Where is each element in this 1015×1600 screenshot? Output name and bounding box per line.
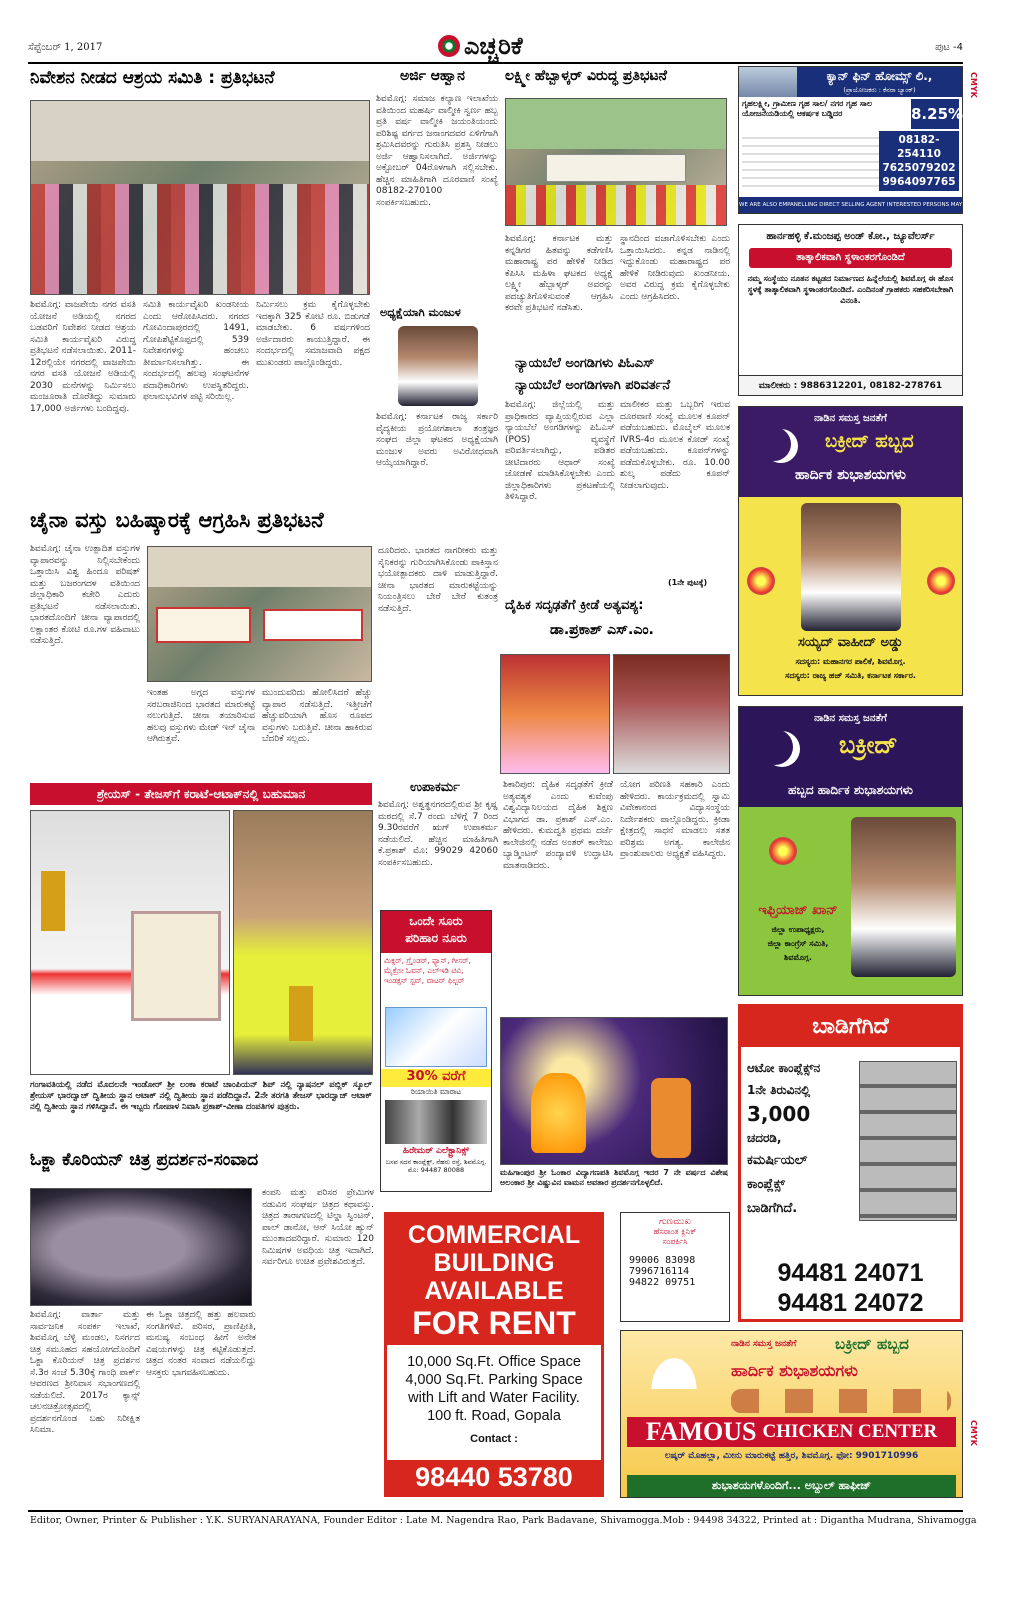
- bakrid2-title: ಬಕ್ರೀದ್: [839, 731, 898, 759]
- commercial-detail-4: 100 ft. Road, Gopala: [427, 1408, 561, 1424]
- okja-text-col1: ಶಿವಮೊಗ್ಗ: ವಾರ್ತಾ ಮತ್ತು ಸಾರ್ವಜನಿಕ ಸಂಪರ್ಕ ಇಲಾಖೆ, ಶಿವಮೊಗ್ಗ ಬೆಳ್ಳಿ ಮಂಡಲ, ನಿಸರ್ಗದ ಚಿತ್ರ ಸಮೂಹದ ಸಹಯೋಗದೊಂದಿಗೆ ಓಕ್ಜಾ ಕೊರಿಯನ್ ಚಿತ್ರ ಪ್ರದರ್ಶನ ಸೆ.3ರ ಸಂಜೆ 5.30ಕ್ಕೆ ಗಾಂಧಿ ಪಾರ್ಕ್ ಆವರಣದ ಶ್ರೀನಿವಾಸ ಸಭಾಂಗಣದಲ್ಲಿ ನಡೆಯಲಿದೆ. 2017ರ ಕ್ಯಾನ್ಸ್ ಚಲನಚಿತ್ರೋತ್ಸವದಲ್ಲಿ ಪ್ರದರ್ಶನಗೊಂಡ ಬಹು ನಿರೀಕ್ಷಿತ ಸಿನಿಮಾ.: [30, 1310, 140, 1435]
- photo-badige-building: [859, 1061, 957, 1221]
- ashraya-text-col2: ಸಮಿತಿ ಕಾರ್ಯವೈಖರಿ ಖಂಡನೀಯ ಎಂದು ಆರೋಪಿಸಿದರು. ನಗರದ ಗೋವಿಂದಾಪುರದಲ್ಲಿ 1491, ಗೋಪಿಶೆಟ್ಟಿಕೊಪ್ಪದಲ್ಲಿ 539 ನಿವೇಶನಗಳನ್ನು ಹಂಚಲು ತೀರ್ಮಾನಿಸಲಾಗಿತ್ತು. ಈ ಸಂದರ್ಭದಲ್ಲಿ ಹಲವು ಸಂಘಟನೆಗಳ ಪದಾಧಿಕಾರಿಗಳು ಉಪಸ್ಥಿತರಿದ್ದರು. ಫಲಾನುಭವಿಗಳ ಪಟ್ಟಿ ಸರಿಯಿಲ್ಲ.: [143, 300, 249, 402]
- onde-sooru-offer: 30% ವರೆಗೆ: [381, 1069, 491, 1087]
- nyayabele-continued-tag: (1ನೇ ಪುಟಕ್ಕೆ): [668, 578, 708, 587]
- adhyaksha-text: ಶಿವಮೊಗ್ಗ: ಕರ್ನಾಟಕ ರಾಜ್ಯ ಸರ್ಕಾರಿ ವೈದ್ಯಕೀಯ ಪ್ರಯೋಗಶಾಲಾ ತಂತ್ರಜ್ಞರ ಸಂಘದ ಜಿಲ್ಲಾ ಘಟಕದ ಅಧ್ಯಕ್ಷೆಯಾಗಿ ಮಂಜುಳ ಅವರು ಅವಿರೋಧವಾಗಿ ಆಯ್ಕೆಯಾಗಿದ್ದಾರೆ.: [376, 412, 498, 468]
- badige-phone-1: 94481 24071: [777, 1259, 924, 1287]
- small-ad-phone3: 94822 09751: [629, 1277, 696, 1288]
- karate-caption: ಗಂಗಾವತಿಯಲ್ಲಿ ನಡೆದ ಮೊದಲನೇ ಇಂಡೋರ್ ಶ್ರೀ ಲಂಕಾ ಕರಾಟೆ ಚಾಂಪಿಯನ್ ಶಿಪ್ ನಲ್ಲಿ ನ್ಯಾಷನಲ್ ಪಬ್ಲಿಕ್ ಸ್ಕೂಲ್ ಶ್ರೇಯಸ್ ಭಾರದ್ವಾಜ್ ದ್ವಿತೀಯ ಸ್ಥಾನ ಆಟಾಕ್ ನಲ್ಲಿ ದ್ವಿತೀಯ ಸ್ಥಾನ ಪಡೆದಿದ್ದಾನೆ. 2ನೇ ತರಗತಿ ತೇಜಸ್ ಭಾರದ್ವಾಜ್ ಆಟಾಕ್ ನಲ್ಲಿ ದ್ವಿತೀಯ ಸ್ಥಾನ ಗಳಿಸಿದ್ದಾನೆ. ಈ ಇಬ್ಬರು ಗೋಪಾಳ ನಿವಾಸಿ ಪ್ರಕಾಶ್-ವೀಣಾ ದಂಪತಿಗಳ ಪುತ್ರರು.: [30, 1080, 372, 1112]
- onde-sooru-offer-sub: ರಿಯಾಯಿತಿ ಮಾರಾಟ: [410, 1087, 462, 1096]
- small-ad-line1: ಗುಣಮುಖ: [658, 1217, 692, 1227]
- canfin-rate: 8.25%: [911, 99, 959, 129]
- lakshmi-text-col1: ಶಿವಮೊಗ್ಗ: ಕರ್ನಾಟಕ ಮತ್ತು ಕನ್ನಡಿಗರ ಹಿತವನ್ನು ಕಡೆಗಣಿಸಿ ಮಹಾರಾಷ್ಟ್ರ ಪರ ಹೇಳಿಕೆ ನೀಡಿದ ಕೆಪಿಸಿಸಿ ಮಹಿಳಾ ಘಟಕದ ಅಧ್ಯಕ್ಷೆ ಲಕ್ಷ್ಮೀ ಹೆಬ್ಬಾಳ್ಕರ್ ಅವರನ್ನು ಪದಚ್ಯುತಿಗೊಳಿಸುವಂತೆ ಆಗ್ರಹಿಸಿ ಕರವೇ ಪ್ರತಿಭಟನೆ ನಡೆಸಿತು.: [505, 234, 613, 313]
- karate-banner: [30, 783, 372, 805]
- nyayabele-text-col1: ಶಿವಮೊಗ್ಗ: ಜಿಲ್ಲೆಯಲ್ಲಿ ಮತ್ತು ಪ್ರಾಧಿಕಾರದ ವ್ಯಾಪ್ತಿಯಲ್ಲಿರುವ ಎಲ್ಲಾ ನ್ಯಾಯಬೆಲೆ ಅಂಗಡಿಗಳನ್ನು ಪಿಓಎಸ್ (POS) ವ್ಯವಸ್ಥೆಗೆ ಪರಿವರ್ತಿಸಲಾಗಿದ್ದು, ಪಡಿತರ ಚೀಟಿದಾರರು ಆಧಾರ್ ಸಂಖ್ಯೆ ಜೋಡಣೆ ಮಾಡಿಸಿಕೊಳ್ಳಬೇಕು ಎಂದು ಜಿಲ್ಲಾಧಿಕಾರಿಗಳು ಪ್ರಕಟಣೆಯಲ್ಲಿ ತಿಳಿಸಿದ್ದಾರೆ.: [505, 400, 615, 502]
- photo-karate-tejas: [233, 810, 373, 1075]
- ganesha-caption: ಮಹಿಗಾಂಪುರ ಶ್ರೀ ಓಂಕಾರ ವಿದ್ಯಾಗಣಪತಿ ಶಿವಮೊಗ್ಗ ಇದರ 7 ನೇ ವರ್ಷದ ವಿಶೇಷ ಅಲಂಕಾರ ಶ್ರೀ ವಿಷ್ಣುವಿನ ವಾಮನ ಅವತಾರ ಪ್ರದರ್ಶನಗೊಳ್ಳಲಿದೆ.: [500, 1168, 728, 1187]
- headline-arji: ಅರ್ಜಿ ಆಹ್ವಾನ: [400, 68, 465, 84]
- headline-nyayabele-sub: ನ್ಯಾಯಬೆಲೆ ಅಂಗಡಿಗಳು ಪಿಓಎಸ್: [515, 356, 655, 371]
- chicken-name-rest: CHICKEN CENTER: [762, 1421, 938, 1442]
- commercial-line2: BUILDING: [433, 1249, 555, 1277]
- photo-lakshmi-protest: [505, 98, 727, 226]
- chicken-address: ಲಷ್ಕರ್ ಮೊಹಲ್ಲಾ, ಮೀನು ಮಾರುಕಟ್ಟೆ ಹತ್ತಿರ, ಶಿವಮೊಗ್ಗ. ಫೋ: 9901710996: [664, 1451, 919, 1461]
- headline-adhyaksha: ಅಧ್ಯಕ್ಷೆಯಾಗಿ ಮಂಜುಳ: [380, 306, 461, 319]
- badige-line5: ಕಮರ್ಷಿಯಲ್: [747, 1153, 808, 1168]
- paper-logo: [438, 32, 523, 60]
- bakrid2-role2: ಜಿಲ್ಲಾ ಕಾಂಗ್ರೆಸ್ ಸಮಿತಿ,: [767, 939, 829, 948]
- photo-ganesha-display: [500, 1017, 728, 1165]
- badige-line6: ಕಾಂಪ್ಲೆಕ್ಸ್: [747, 1177, 785, 1192]
- canfin-footer: WE ARE ALSO EMPANELLING DIRECT SELLING AGENT INTERESTED PERSONS MAY CONTACT BRANCH: [739, 197, 962, 213]
- commercial-line1: COMMERCIAL: [407, 1221, 581, 1249]
- onde-sooru-sub: ಪರಿಹಾರ ನೂರು: [381, 931, 491, 953]
- small-ad-line2: ಹೆಸರಾಂತ ಕ್ಲಿನಿಕ್: [653, 1227, 697, 1236]
- bakrid1-greeting: ಹಾರ್ದಿಕ ಶುಭಾಶಯಗಳು: [794, 467, 907, 483]
- bakrid1-role2: ಸದಸ್ಯರು: ರಾಜ್ಯ ಹಜ್ ಸಮಿತಿ, ಕರ್ನಾಟಕ ಸರ್ಕಾರ.: [785, 671, 916, 680]
- canfin-offer-text: ಗೃಹಲಕ್ಷ್ಮೀ, ಗ್ರಾಮೀಣ ಗೃಹ ಸಾಲ/ ನಗರ ಗೃಹ ಸಾಲ ಯೋಜನೆಯಡಿಯಲ್ಲಿ ಆಕರ್ಷಕ ಬಡ್ಡಿದರ: [742, 99, 873, 118]
- badige-title: ಬಾಡಿಗೆಗಿದೆ: [741, 1007, 960, 1047]
- headline-okja: ಓಕ್ಜಾ ಕೊರಿಯನ್ ಚಿತ್ರ ಪ್ರದರ್ಶನ-ಸಂವಾದ: [30, 1150, 259, 1170]
- chicken-title: ಬಕ್ರೀದ್ ಹಬ್ಬದ: [835, 1335, 909, 1353]
- commercial-phone: 98440 53780: [387, 1460, 601, 1494]
- flower-icon: [769, 837, 797, 865]
- jewellers-name: ಹಾರ್ನಹಳ್ಳಿ ಕೆ.ಮಂಜಪ್ಪ ಅಂಡ್ ಕೋ., ಜ್ಯೂವೆಲರ್ಸ್: [766, 231, 935, 242]
- masthead-rule: [28, 62, 963, 64]
- page-number: ಪುಟ -4: [935, 42, 963, 53]
- commercial-detail-2: 4,000 Sq.Ft. Parking Space: [405, 1372, 583, 1388]
- photo-karate-shreyas: [30, 810, 230, 1075]
- okja-text-col3: ಕಂಪನಿ ಮತ್ತು ಪರಿಸರ ಪ್ರೇಮಿಗಳ ನಡುವಿನ ಸಂಘರ್ಷ ಚಿತ್ರದ ಕಥಾವಸ್ತು. ಚಿತ್ರದ ತಾರಾಗಣದಲ್ಲಿ ಟಿಲ್ಡಾ ಸ್ವಿಂಟನ್, ಪಾಲ್ ಡಾನೋ, ಆನ್ ಸಿಯೋ ಹ್ಯುನ್ ಮುಂತಾದವರಿದ್ದಾರೆ. ಸುಮಾರು 120 ನಿಮಿಷಗಳ ಅವಧಿಯ ಚಿತ್ರ ಇದಾಗಿದೆ. ಸರ್ವರಿಗೂ ಉಚಿತ ಪ್ರವೇಶವಿರುತ್ತದೆ.: [262, 1188, 374, 1267]
- chicken-name-famous: FAMOUS: [645, 1417, 757, 1446]
- moon-icon-2: [757, 729, 793, 765]
- commercial-contact-label: Contact :: [470, 1433, 518, 1445]
- canfin-building-icon: [739, 67, 797, 97]
- flower-icon: [747, 567, 775, 595]
- karate-banner-text: ಶ್ರೇಯಸ್ - ತೇಜಸ್‌ಗೆ ಕರಾಟೆ-ಆಟಾಕ್‌ನಲ್ಲಿ ಬಹುಮಾನ: [96, 786, 306, 801]
- bakrid2-role1: ಜಿಲ್ಲಾ ಉಪಾಧ್ಯಕ್ಷರು,: [771, 925, 825, 934]
- chicken-top: ನಾಡಿನ ಸಮಸ್ತ ಜನತೆಗೆ: [731, 1339, 797, 1349]
- arji-text: ಶಿವಮೊಗ್ಗ: ಸಮಾಜ ಕಲ್ಯಾಣ ಇಲಾಖೆಯ ವತಿಯಿಂದ ಮಹರ್ಷಿ ವಾಲ್ಮೀಕಿ ಸ್ವರ್ಣ ಹಬ್ಬ ಪ್ರತಿ ವರ್ಷ ವಾಲ್ಮೀಕಿ ಜಯಂತಿಯಂದು ಪರಿಶಿಷ್ಟ ವರ್ಗದ ಜನಾಂಗದವರ ಏಳಿಗೆಗಾಗಿ ಶ್ರಮಿಸಿದವರನ್ನು ಗುರುತಿಸಿ ಪ್ರಶಸ್ತಿ ನೀಡಲು ಅರ್ಜಿ ಆಹ್ವಾನಿಸಲಾಗಿದೆ. ಅರ್ಜಿಗಳನ್ನು ಅಕ್ಟೋಬರ್ 04ರೊಳಗಾಗಿ ಸಲ್ಲಿಸಬೇಕು. ಹೆಚ್ಚಿನ ಮಾಹಿತಿಗಾಗಿ ದೂರವಾಣಿ ಸಂಖ್ಯೆ 08182-270100 ಸಂಪರ್ಕಿಸಬಹುದು.: [376, 94, 498, 208]
- badige-line7: ಬಾಡಿಗೆಗಿದೆ.: [747, 1201, 798, 1216]
- jewellers-owner: ಮಾಲೀಕರು : 9886312201, 08182-278761: [739, 375, 962, 395]
- moon-icon-1: [757, 427, 791, 461]
- sports-text-col1: ಶಿಕಾರಿಪುರ: ದೈಹಿಕ ಸದೃಢತೆಗೆ ಕ್ರೀಡೆ ಅತ್ಯವಶ್ಯಕ ಎಂದು ಕುವೆಂಪು ವಿಶ್ವವಿದ್ಯಾನಿಲಯದ ದೈಹಿಕ ಶಿಕ್ಷಣ ವಿಭಾಗದ ಡಾ. ಪ್ರಕಾಶ್ ಎಸ್.ಎಂ. ಹೇಳಿದರು. ಕುಮದ್ವತಿ ಪ್ರಥಮ ದರ್ಜೆ ಕಾಲೇಜಿನಲ್ಲಿ ನಡೆದ ಅಂತರ್ ಕಾಲೇಜು ಬ್ಯಾಡ್ಮಿಂಟನ್ ಪಂದ್ಯಾವಳಿ ಉದ್ಘಾಟಿಸಿ ಮಾತನಾಡಿದರು.: [503, 780, 613, 871]
- bakrid2-greeting: ಹಬ್ಬದ ಹಾರ್ದಿಕ ಶುಭಾಶಯಗಳು: [788, 783, 913, 797]
- headline-sports-2: ಡಾ.ಪ್ರಕಾಶ್ ಎಸ್.ಎಂ.: [550, 622, 654, 638]
- ashraya-text-col3: ನಿರ್ಮಿಸಲು ಕ್ರಮ ಕೈಗೊಳ್ಳಬೇಕು ಇದಕ್ಕಾಗಿ 325 ಕೋಟಿ ರೂ. ಬಿಡುಗಡೆ ಮಾಡಬೇಕು. 6 ವರ್ಷಗಳಿಂದ ಅರ್ಜಿದಾರರು ಕಾಯುತ್ತಿದ್ದಾರೆ. ಈ ಸಂದರ್ಭದಲ್ಲಿ ಸಮಾಜವಾದಿ ಪಕ್ಷದ ಮುಖಂಡರು ಪಾಲ್ಗೊಂಡಿದ್ದರು.: [256, 300, 370, 368]
- headline-upakarma: ಉಪಾಕರ್ಮ: [410, 780, 460, 795]
- masthead: [28, 34, 963, 60]
- jewellers-body: ನಮ್ಮ ಸಂಸ್ಥೆಯು ನೂತನ ಕಟ್ಟಡದ ನಿರ್ಮಾಣದ ಹಿನ್ನೆಲೆಯಲ್ಲಿ ಶಿವಮೊಗ್ಗ ಈ ಹೊಸ ಸ್ಥಳಕ್ಕೆ ತಾತ್ಕಾಲಿಕವಾಗಿ ಸ್ಥಳಾಂತರಗೊಂಡಿದೆ. ಎಂದಿನಂತೆ ಗ್ರಾಹಕರು ಸಹಕರಿಸಬೇಕಾಗಿ ವಿನಂತಿ.: [747, 274, 954, 305]
- okja-text-col2: ಈ ಓಕ್ಜಾ ಚಿತ್ರದಲ್ಲಿ ಹತ್ತು ಹಲವಾರು ಸಂಗತಿಗಳಿವೆ. ಪರಿಸರ, ಪ್ರಾಣಿಪ್ರೀತಿ, ಮನುಷ್ಯ ಸಂಬಂಧ ಹೀಗೆ ಅನೇಕ ವಿಷಯಗಳನ್ನು ಚಿತ್ರ ಕಟ್ಟಿಕೊಡುತ್ತದೆ. ಚಿತ್ರದ ನಂತರ ಸಂವಾದ ನಡೆಯಲಿದ್ದು ಆಸಕ್ತರು ಭಾಗವಹಿಸಬಹುದು.: [146, 1310, 256, 1378]
- commercial-line3: AVAILABLE: [424, 1277, 564, 1305]
- flower-icon: [927, 567, 955, 595]
- small-ad-phone1: 99006 83098: [629, 1255, 696, 1266]
- nyayabele-text-col2: ಮಾಲೀಕರ ಮತ್ತು ಒಬ್ಬರಿಗೆ ಇರುವ ದೂರವಾಣಿ ಸಂಖ್ಯೆ ಮೂಲಕ ಕೂಪನ್ ಪಡೆಯಬಹುದು. ಮೊಬೈಲ್ ಮೂಲಕ IVRS-4ರ ಮೂಲಕ ಕೋಡ್ ಸಂಖ್ಯೆ ಪಡೆಯಬಹುದು. ಕೂಪನ್‌ಗಳನ್ನು ಪಡೆದುಕೊಳ್ಳಬೇಕು. ರೂ. 10.00 ಶುಲ್ಕ ಪಡೆದು ಕೂಪನ್ ನೀಡಲಾಗುವುದು.: [620, 400, 730, 491]
- onde-sooru-title: ಒಂದೇ ಸೂರು: [381, 911, 491, 931]
- ad-famous-chicken: [620, 1330, 963, 1498]
- cmyk-marker-bottom: CMYK: [969, 1420, 978, 1446]
- mosque-icon: [639, 1341, 709, 1389]
- canfin-sub: (ಪ್ರಾಯೋಜಕರು : ಕೆನರಾ ಬ್ಯಾಂಕ್): [843, 86, 916, 94]
- headline-nyayabele: ನ್ಯಾಯಬೆಲೆ ಅಂಗಡಿಗಳಾಗಿ ಪರಿವರ್ತನೆ: [515, 378, 671, 393]
- ad-onde-sooru: [380, 910, 492, 1192]
- canfin-name: ಕ್ಯಾನ್ ಫಿನ್ ಹೋಮ್ಸ್ ಲಿ.,: [826, 69, 933, 83]
- onde-sooru-body: ಮಿಕ್ಸರ್, ಗ್ರೈಂಡರ್, ಫ್ಯಾನ್, ಗೀಸರ್, ಮೈಕ್ರೋ ಓವನ್, ಎಲ್‌ಇಡಿ ಟಿವಿ, ಇಂಡಕ್ಷನ್ ಸ್ಟವ್, ವಾಟರ್ ಫಿಲ್ಟರ್: [384, 956, 471, 985]
- canfin-phone-3: 9964097765: [882, 176, 956, 188]
- ad-jewellers: [738, 224, 963, 396]
- ad-badige-rent: [738, 1004, 963, 1322]
- badige-line4: ಚದರಡಿ,: [747, 1131, 782, 1145]
- issue-date: ಸೆಪ್ಟೆಂಬರ್ 1, 2017: [28, 42, 103, 53]
- badige-line2: 1ನೇ ತಿರುವಿನಲ್ಲಿ: [747, 1083, 811, 1097]
- china-text-col4: ದೂರಿದರು. ಭಾರತದ ನಾಗರೀಕರು ಮತ್ತು ಸೈನಿಕರನ್ನು ಗುರಿಯಾಗಿಸಿಕೊಂಡು ಪಾಕಿಸ್ತಾನ ಭಯೋತ್ಪಾದಕರು ದಾಳಿ ಮಾಡುತ್ತಿದ್ದಾರೆ. ಚೀನಾ ಭಾರತದ ಮಾರುಕಟ್ಟೆಯನ್ನು ನಿಯಂತ್ರಿಸಲು ಬೇರೆ ಬೇರೆ ಕುತಂತ್ರ ನಡೆಸುತ್ತಿದೆ.: [378, 546, 498, 614]
- jewellers-notice: ತಾತ್ಕಾಲಿಕವಾಗಿ ಸ್ಥಳಾಂತರಗೊಂಡಿದೆ: [749, 248, 952, 268]
- headline-sports-1: ದೈಹಿಕ ಸದೃಢತೆಗೆ ಕ್ರೀಡೆ ಅತ್ಯವಶ್ಯ:: [505, 598, 644, 613]
- badige-phone-2: 94481 24072: [777, 1289, 924, 1317]
- upakarma-text: ಶಿವಮೊಗ್ಗ: ಅಶ್ವತ್ಥನಗರದಲ್ಲಿರುವ ಶ್ರೀ ಕೃಷ್ಣ ಮಠದಲ್ಲಿ ಸೆ.7 ರಂದು ಬೆಳಿಗ್ಗೆ 7 ರಿಂದ 9.30ರವರೆಗೆ ಋಗ್ ಉಪಾಕರ್ಮ ನಡೆಯಲಿದೆ. ಹೆಚ್ಚಿನ ಮಾಹಿತಿಗಾಗಿ ಕೆ.ಪ್ರಕಾಶ್ ಮೊ: 99029 42060 ಸಂಪರ್ಕಿಸಬಹುದು.: [378, 800, 498, 868]
- ad-bakrid-iftiyaz: [738, 706, 963, 996]
- photo-manjula: [398, 326, 478, 406]
- bakrid1-title: ಬಕ್ರೀದ್ ಹಬ್ಬದ: [825, 431, 914, 452]
- bakrid1-role1: ಸದಸ್ಯರು: ಮಹಾನಗರ ಪಾಲಿಕೆ, ಶಿವಮೊಗ್ಗ.: [795, 657, 906, 666]
- ad-commercial-building: [384, 1212, 604, 1497]
- bakrid2-person: ಇಫ್ತಿಯಾಜ್ ಖಾನ್: [758, 903, 838, 918]
- commercial-line4: FOR RENT: [412, 1305, 576, 1341]
- commercial-detail-3: with Lift and Water Facility.: [408, 1390, 580, 1406]
- sports-text-col2: ಯೋಗ ಪರಿಣತಿ ಸಹಕಾರಿ ಎಂದು ಹೇಳಿದರು. ಕಾರ್ಯಕ್ರಮದಲ್ಲಿ ಸ್ವಾಮಿ ವಿವೇಕಾನಂದ ವಿದ್ಯಾಸಂಸ್ಥೆಯ ನಿರ್ದೇಶಕರು ಪಾಲ್ಗೊಂಡಿದ್ದರು. ಕ್ರೀಡಾ ಕ್ಷೇತ್ರದಲ್ಲಿ ಸಾಧನೆ ಮಾಡಲು ಸತತ ಪರಿಶ್ರಮ ಅಗತ್ಯ. ಕಾಲೇಜಿನ ಪ್ರಾಂಶುಪಾಲರು ಅಧ್ಯಕ್ಷತೆ ವಹಿಸಿದ್ದರು.: [620, 780, 730, 859]
- photo-sports-event: [500, 654, 610, 774]
- photo-iftiyaz-khan: [851, 817, 956, 977]
- small-ad-line3: ಸಂಪರ್ಕಿಸಿ: [662, 1237, 688, 1246]
- bakrid2-role3: ಶಿವಮೊಗ್ಗ.: [784, 953, 812, 962]
- onde-sooru-shop: ಹಿರೇಮಠ್ ಎಲೆಕ್ಟ್ರಾನಿಕ್ಸ್: [402, 1146, 470, 1156]
- commercial-detail-1: 10,000 Sq.Ft. Office Space: [407, 1354, 581, 1370]
- chicken-sign: ಶುಭಾಶಯಗಳೊಂದಿಗೆ... ಅಬ್ದುಲ್ ಹಾಫೀಜ್: [627, 1475, 956, 1497]
- photo-china-protest: [147, 546, 372, 682]
- logo-emblem-icon: [438, 35, 460, 57]
- paper-name: ಎಚ್ಚರಿಕೆ: [464, 32, 523, 60]
- canfin-phone-1: 08182-254110: [897, 134, 941, 160]
- chicken-icon-row: [731, 1389, 951, 1413]
- ashraya-text-col1: ಶಿವಮೊಗ್ಗ: ವಾಜಪೇಯಿ ನಗರ ವಸತಿ ಯೋಜನೆ ಅಡಿಯಲ್ಲಿ ನಗರದ ಬಡವರಿಗೆ ನಿವೇಶನ ನೀಡದ ಆಶ್ರಯ ಸಮಿತಿ ಕಾರ್ಯವೈಖರಿ ವಿರುದ್ಧ ಪ್ರತಿಭಟನೆ ನಡೆಸಲಾಯಿತು. 2011-12ರಲ್ಲಿಯೇ ನಗರದಲ್ಲಿ ವಾಜಪೇಯಿ ನಗರ ವಸತಿ ಯೋಜನೆ ಅಡಿಯಲ್ಲಿ 2030 ಮನೆಗಳನ್ನು ನಿರ್ಮಿಸಲು ಮಂಜೂರಾತಿ ದೊರೆತಿದ್ದು ಸುಮಾರು 17,000 ಅರ್ಜಿಗಳು ಬಂದಿದ್ದವು.: [30, 300, 136, 414]
- photo-sports-stage: [613, 654, 730, 774]
- bakrid1-top: ನಾಡಿನ ಸಮಸ್ತ ಜನತೆಗೆ: [814, 413, 887, 424]
- china-text-col2: ಇಂತಹ ಅಗ್ಗದ ವಸ್ತುಗಳ ಸರಬರಾಜಿನಿಂದ ಭಾರತದ ಮಾರುಕಟ್ಟೆ ನಲುಗುತ್ತಿದೆ. ಚೀನಾ ತಯಾರಿಸುವ ಹಲವು ವಸ್ತುಗಳು ಮೇಡ್ ಇನ್ ಚೈನಾ ಆಗಿರುತ್ತವೆ.: [147, 688, 255, 744]
- footer-rule: [28, 1510, 963, 1512]
- photo-sayyad-waheed: [801, 503, 901, 631]
- headline-china: ಚೈನಾ ವಸ್ತು ಬಹಿಷ್ಕಾರಕ್ಕೆ ಆಗ್ರಹಿಸಿ ಪ್ರತಿಭಟನೆ: [30, 508, 324, 532]
- cmyk-marker-top: CMYK: [969, 72, 978, 98]
- lakshmi-text-col2: ಸ್ಥಾನದಿಂದ ವಜಾಗೊಳಿಸಬೇಕು ಎಂದು ಒತ್ತಾಯಿಸಿದರು. ಕನ್ನಡ ನಾಡಿನಲ್ಲಿ ಇದ್ದುಕೊಂಡು ಮಹಾರಾಷ್ಟ್ರದ ಪರ ಹೇಳಿಕೆ ನೀಡಿರುವುದು ಖಂಡನೀಯ. ಅವರ ವಿರುದ್ಧ ಕ್ರಮ ಕೈಗೊಳ್ಳಬೇಕು ಎಂದು ಆಗ್ರಹಿಸಿದರು.: [620, 234, 730, 302]
- china-text-col3: ಮುಂದುವರಿದು ಹೋಲಿಸಿದರೆ ಹೆಚ್ಚು ವ್ಯಾಪಾರ ನಡೆಸುತ್ತಿದೆ. ಇತ್ತೀಚೆಗೆ ಹೆಚ್ಚುವರಿಯಾಗಿ ಹೊಸ ರೂಪದ ವಸ್ತುಗಳು ಬರುತ್ತಿವೆ. ಚೀನಾ ಹಾಕಿರುವ ಬೆದರಿಕೆ ಸಲ್ಲದು.: [262, 688, 372, 744]
- ad-small-clinic: [620, 1212, 730, 1322]
- bakrid2-top: ನಾಡಿನ ಸಮಸ್ತ ಜನತೆಗೆ: [814, 713, 887, 724]
- bakrid1-person: ಸಯ್ಯದ್ ವಾಹೀದ್ ಅಡ್ಡು: [798, 635, 903, 650]
- photo-ashraya-protest: [30, 100, 370, 295]
- badige-line3: 3,000: [747, 1102, 811, 1126]
- photo-okja: [30, 1188, 252, 1306]
- ad-bakrid-sayyad: [738, 406, 963, 696]
- imprint-line: Editor, Owner, Printer & Publisher : Y.K. SURYANARAYANA, Founder Editor : Late M. Nagendra Rao, Park Badavane, Shivamogga.Mob : 94498 34322, Printed at : Digantha Mudrana, Shivamogga: [30, 1515, 977, 1526]
- headline-ashraya-protest: ನಿವೇಶನ ನೀಡದ ಆಶ್ರಯ ಸಮಿತಿ : ಪ್ರತಿಭಟನೆ: [30, 68, 275, 88]
- chicken-greeting: ಹಾರ್ದಿಕ ಶುಭಾಶಯಗಳು: [731, 1361, 858, 1380]
- badige-line1: ಆಟೋ ಕಾಂಪ್ಲೆಕ್ಸ್‌ನ: [747, 1061, 821, 1075]
- onde-sooru-address: ಬಸವ ಸದನ ಕಾಂಪ್ಲೆಕ್ಸ್, ನೆಹರು ರಸ್ತೆ, ಶಿವಮೊಗ್ಗ. ಮೊ: 94487 80088: [385, 1158, 487, 1174]
- headline-lakshmi: ಲಕ್ಷ್ಮೀ ಹೆಬ್ಬಾಳ್ಕರ್ ವಿರುದ್ಧ ಪ್ರತಿಭಟನೆ: [505, 68, 667, 84]
- china-text-col1: ಶಿವಮೊಗ್ಗ: ಚೈನಾ ಉತ್ಪಾದಿತ ವಸ್ತುಗಳ ವ್ಯಾಪಾರವನ್ನು ನಿಲ್ಲಿಸಬೇಕೆಂದು ಒತ್ತಾಯಿಸಿ ವಿಶ್ವ ಹಿಂದೂ ಪರಿಷತ್ ಮತ್ತು ಬಜರಂಗದಳ ವತಿಯಿಂದ ಜಿಲ್ಲಾಧಿಕಾರಿ ಕಚೇರಿ ಎದುರು ಪ್ರತಿಭಟನೆ ನಡೆಸಲಾಯಿತು. ಭಾರತದೊಂದಿಗೆ ಚೀನಾ ವ್ಯಾಪಾರದಲ್ಲಿ ಲಕ್ಷಾಂತರ ಕೋಟಿ ರೂ.ಗಳ ವಹಿವಾಟು ನಡೆಸುತ್ತಿದೆ.: [30, 544, 140, 646]
- small-ad-phone2: 7996716114: [629, 1266, 690, 1277]
- canfin-phone-2: 7625079202: [882, 162, 956, 174]
